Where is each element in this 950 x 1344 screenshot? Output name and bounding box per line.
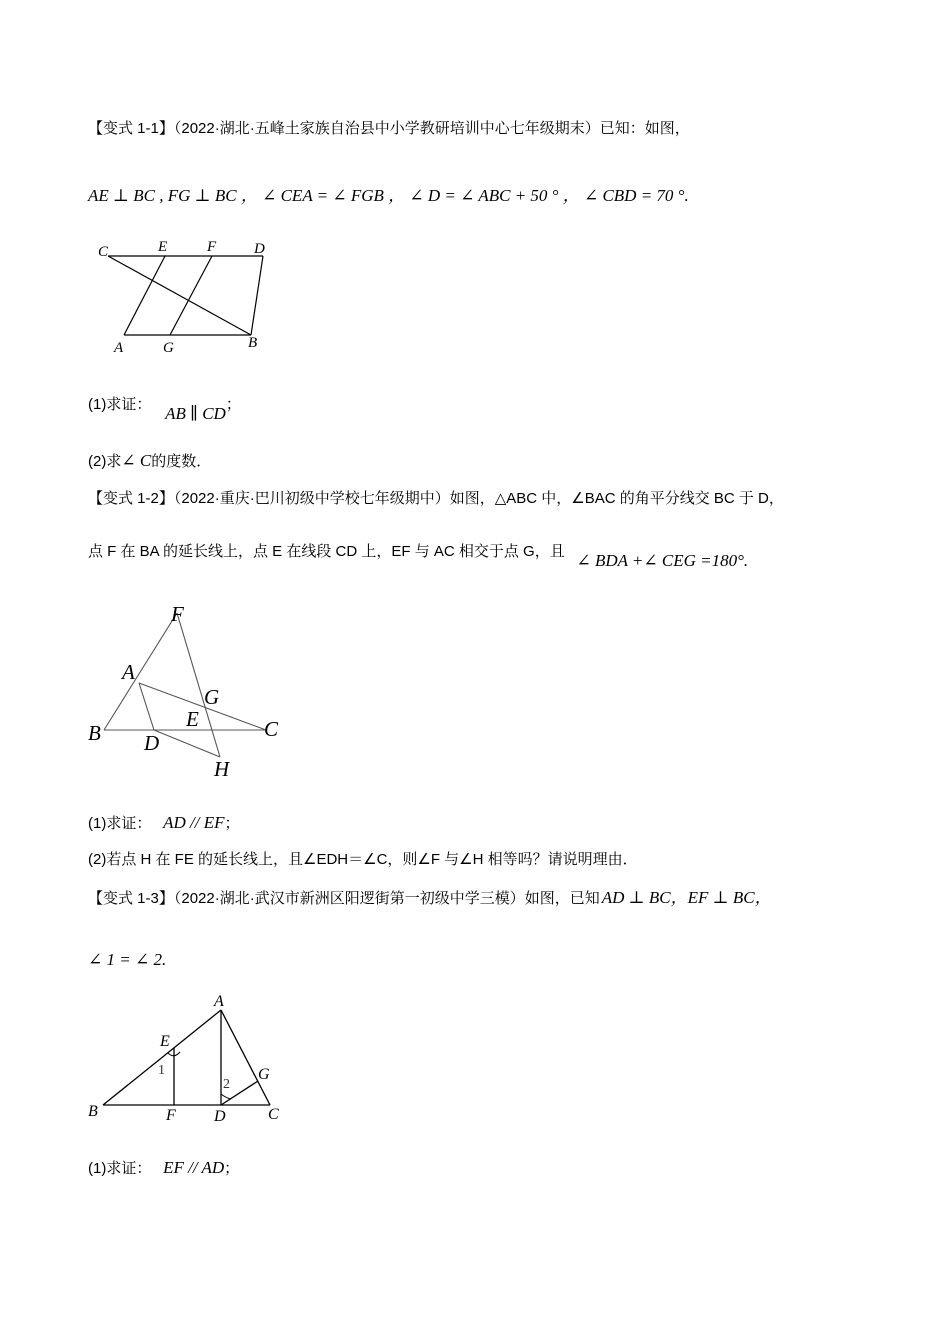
q1-suffix: ；	[225, 396, 241, 413]
q1-math: AD // EF	[163, 813, 225, 832]
problem-1-2-q2: (2)若点 H 在 FE 的延长线上，且∠EDH＝∠C，则∠F 与∠H 相等吗？请说明理由．	[88, 851, 638, 868]
q1-prefix: (1)求证：	[88, 815, 152, 832]
label-e: E	[158, 239, 168, 255]
problem-1-1-header: 【变式 1-1】（2022·湖北·五峰土家族自治县中小学教研培训中心七年级期末）已知：如图，	[88, 120, 690, 137]
label-d: D	[144, 731, 160, 755]
problem-1-1-q1	[88, 393, 241, 423]
angle-2-arc	[221, 1094, 231, 1099]
line2-text: 点 F 在 BA 的延长线上，点 E 在线段 CD 上，EF 与 AC 相交于点 G，且	[88, 543, 565, 560]
label-a: A	[114, 340, 124, 356]
label-d: D	[214, 1108, 226, 1125]
problem-1-1-q2	[88, 450, 211, 471]
problem-1-2-q1	[88, 812, 240, 833]
segment-gf	[170, 256, 212, 335]
label-b: B	[88, 721, 101, 745]
q2-prefix: (2)求	[88, 453, 122, 470]
q1-math: EF // AD	[163, 1158, 225, 1177]
label-b: B	[88, 1103, 98, 1120]
label-f: F	[207, 239, 217, 255]
segment-dh	[154, 730, 220, 757]
segment-ad	[139, 683, 154, 730]
label-f: F	[171, 602, 184, 626]
line2-math: ∠ BDA +∠ CEG =180°.	[576, 551, 749, 570]
figure-1-3	[88, 990, 303, 1128]
label-e: E	[186, 707, 199, 731]
problem-1-3-condition: ∠ 1 = ∠ 2.	[88, 950, 167, 969]
segment-bf	[104, 613, 177, 730]
q1-suffix: ；	[224, 815, 240, 832]
q2-suffix: 的度数．	[151, 453, 212, 470]
label-a: A	[214, 993, 224, 1010]
label-g: G	[163, 340, 174, 356]
header-math: AD ⊥ BC，EF ⊥ BC，	[601, 888, 772, 907]
header-text: 【变式 1-3】（2022·湖北·武汉市新洲区阳逻街第一初级中学三模）如图，已知	[88, 890, 600, 907]
figure-1-2	[88, 600, 308, 785]
q1-math: AB ∥ CD	[165, 404, 226, 423]
label-g: G	[204, 685, 220, 709]
label-c: C	[268, 1106, 279, 1123]
label-g: G	[258, 1066, 270, 1083]
problem-1-3-header	[88, 883, 772, 908]
label-h: H	[214, 757, 230, 781]
q1-prefix: (1)求证：	[88, 1160, 152, 1177]
q1-prefix: (1)求证：	[88, 396, 152, 413]
label-c: C	[264, 717, 279, 741]
segment-cb	[108, 256, 251, 335]
label-angle-1: 1	[158, 1063, 165, 1078]
figure-1-1	[88, 232, 288, 356]
label-b: B	[248, 335, 258, 351]
q2-math: ∠ C	[121, 451, 152, 470]
label-e: E	[160, 1033, 170, 1050]
segment-ac	[139, 683, 266, 730]
label-a: A	[122, 660, 135, 684]
label-f: F	[166, 1107, 176, 1124]
label-angle-2: 2	[223, 1077, 230, 1092]
problem-1-2-header: 【变式 1-2】（2022·重庆·巴川初级中学校七年级期中）如图，△ABC 中，∠BAC 的角平分线交 BC 于 D，	[88, 490, 784, 507]
segment-ba	[103, 1010, 221, 1105]
problem-1-3-q1	[88, 1157, 239, 1178]
q1-suffix: ；	[224, 1160, 240, 1177]
segment-bd	[251, 256, 263, 335]
label-d: D	[254, 241, 265, 257]
problem-1-1-conditions: AE ⊥ BC , FG ⊥ BC ， ∠ CEA = ∠ FGB ， ∠ D = ∠ ABC + 50 ° ， ∠ CBD = 70 °.	[88, 186, 689, 205]
label-c: C	[98, 244, 109, 260]
problem-1-2-line2	[88, 540, 749, 570]
